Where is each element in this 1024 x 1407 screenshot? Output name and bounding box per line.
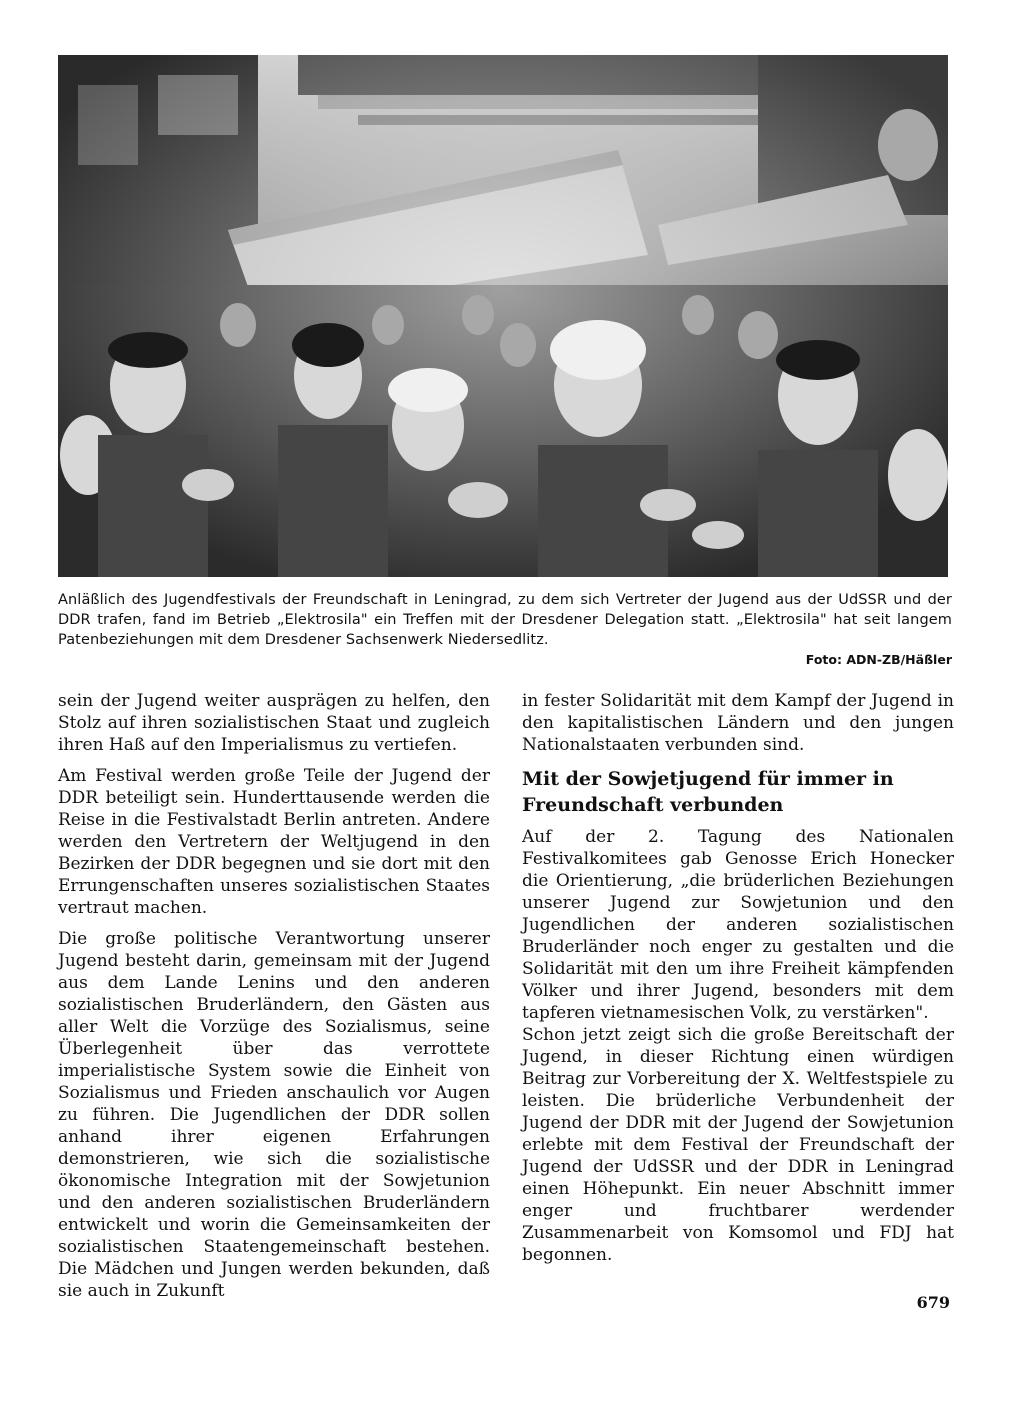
crowd-photo-illustration bbox=[58, 55, 948, 577]
paragraph: Schon jetzt zeigt sich die große Bereitschaft der Jugend, in dieser Richtung einen würdigen Beitrag zur Vorbereitung der X. Weltfestspiele zu leisten. Die brüderliche Verbundenheit der Jugend der DDR mit der Jugend der Sowjetunion erlebte mit dem Festival der Freundschaft der Jugend der UdSSR und der DDR in Leningrad einen Höhepunkt. Ein neuer Abschnitt immer enger und fruchtbarer werdender Zusammenarbeit von Komsomol und FDJ hat begonnen. bbox=[522, 1025, 954, 1265]
paragraph: sein der Jugend weiter ausprägen zu helfen, den Stolz auf ihren sozialistischen Staat und zugleich ihren Haß auf den Imperialismus zu vertiefen. bbox=[58, 691, 490, 755]
right-column bbox=[522, 690, 954, 1266]
paragraph: in fester Solidarität mit dem Kampf der Jugend in den kapitalistischen Ländern und den jungen Nationalstaaten verbunden sind. bbox=[522, 691, 954, 755]
section-heading: Mit der Sowjetjugend für immer in Freundschaft verbunden bbox=[522, 768, 894, 816]
paragraph: Am Festival werden große Teile der Jugend der DDR beteiligt sein. Hunderttausende werden die Reise in die Festivalstadt Berlin antreten. Andere werden den Vertretern der Weltjugend in den Bezirken der DDR begegnen und sie dort mit den Errungenschaften unseres sozialistischen Staates vertraut machen. bbox=[58, 766, 490, 918]
paragraph: Die große politische Verantwortung unserer Jugend besteht darin, gemeinsam mit der Jugend aus dem Lande Lenins und den anderen sozialistischen Bruderländern, den Gästen aus aller Welt die Vorzüge des Sozialismus, seine Überlegenheit über das verrottete imperialistische System sowie die Einheit von Sozialismus und Frieden anschaulich vor Augen zu führen. Die Jugendlichen der DDR sollen anhand ihrer eigenen Erfahrungen demonstrieren, wie sich die sozialistische ökonomische Integration mit der Sowjetunion und den anderen sozialistischen Bruderländern entwickelt und worin die Gemeinsamkeiten der sozialistischen Staatengemeinschaft bestehen. Die Mädchen und Jungen werden bekunden, daß sie auch in Zukunft bbox=[58, 929, 490, 1301]
left-column bbox=[58, 690, 490, 1302]
photo-caption: Anläßlich des Jugendfestivals der Freundschaft in Leningrad, zu dem sich Vertreter der Jugend aus der UdSSR und der DDR trafen, fand im Betrieb „Elektrosila" ein Treffen mit der Dresdener Delegation statt. „Elektrosila" hat seit langem Patenbeziehungen mit dem Dresdener Sachsenwerk Niedersedlitz. bbox=[58, 592, 952, 648]
photo-credit: Foto: ADN-ZB/Häßler bbox=[805, 652, 952, 667]
page-number: 679 bbox=[916, 1293, 950, 1312]
paragraph: Auf der 2. Tagung des Nationalen Festivalkomitees gab Genosse Erich Honecker die Orientierung, „die brüderlichen Beziehungen unserer Jugend zur Sowjetunion und den Jugendlichen der anderen sozialistischen Bruderländer noch enger zu gestalten und die Solidarität mit den um ihre Freiheit kämpfenden Völker und ihrer Jugend, besonders mit dem tapferen vietnamesischen Volk, zu verstärken". bbox=[522, 827, 954, 1023]
crowd-photo bbox=[58, 55, 948, 577]
